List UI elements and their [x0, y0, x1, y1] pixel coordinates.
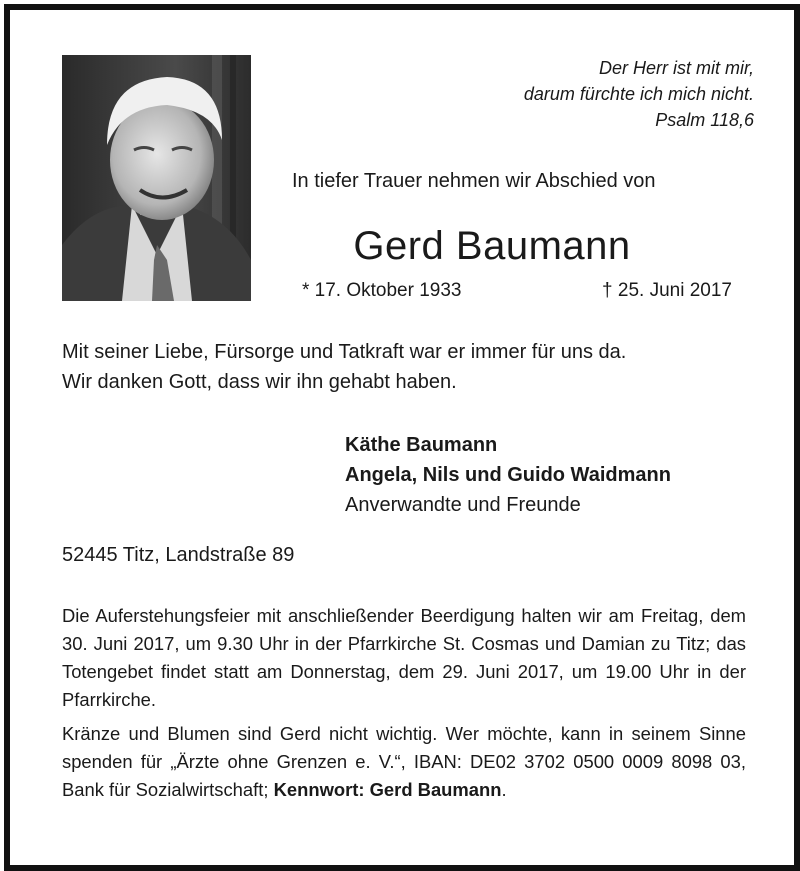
mourning-intro: In tiefer Trauer nehmen wir Abschied von — [292, 170, 656, 192]
donation-text: Kränze und Blumen sind Gerd nicht wichtig. Wer möchte, kann in seinem Sinne spenden für „Ärzte ohne Grenzen e. V.“, IBAN: DE02 3702 0500 0009 8098 03, Bank für Sozialwirtschaft; — [62, 723, 746, 800]
portrait-image — [62, 55, 251, 301]
family-line-3: Anverwandte und Freunde — [345, 494, 581, 516]
tribute-line-1: Mit seiner Liebe, Fürsorge und Tatkraft war er immer für uns da. — [62, 341, 627, 363]
verse-line-2: darum fürchte ich mich nicht. — [523, 84, 754, 104]
birth-date: * 17. Oktober 1933 — [302, 280, 462, 301]
verse-reference: Psalm 118,6 — [655, 110, 754, 130]
family-line-2: Angela, Nils und Guido Waidmann — [345, 464, 671, 486]
donation-end: . — [501, 779, 507, 800]
obituary-frame — [4, 4, 800, 871]
donation-info — [62, 720, 746, 804]
deceased-name: Gerd Baumann — [353, 224, 631, 268]
donation-keyword: Kennwort: Gerd Baumann — [273, 779, 502, 800]
life-dates — [302, 280, 732, 302]
tribute-line-2: Wir danken Gott, dass wir ihn gehabt haben. — [62, 371, 457, 393]
funeral-info: Die Auferstehungsfeier mit anschließender Beerdigung halten wir am Freitag, dem 30. Juni 2017, um 9.30 Uhr in der Pfarrkirche St. Cosmas und Damian zu Titz; das Totengebet findet statt am Donnerstag, dem 29. Juni 2017, um 19.00 Uhr in der Pfarrkirche. — [62, 605, 746, 710]
verse-line-1: Der Herr ist mit mir, — [599, 58, 754, 78]
death-date: † 25. Juni 2017 — [602, 280, 732, 301]
tribute-text — [62, 337, 626, 397]
family-signature — [345, 430, 671, 520]
family-line-1: Käthe Baumann — [345, 434, 498, 456]
portrait-photo — [62, 55, 251, 301]
address: 52445 Titz, Landstraße 89 — [62, 544, 295, 566]
bible-verse — [434, 55, 754, 133]
